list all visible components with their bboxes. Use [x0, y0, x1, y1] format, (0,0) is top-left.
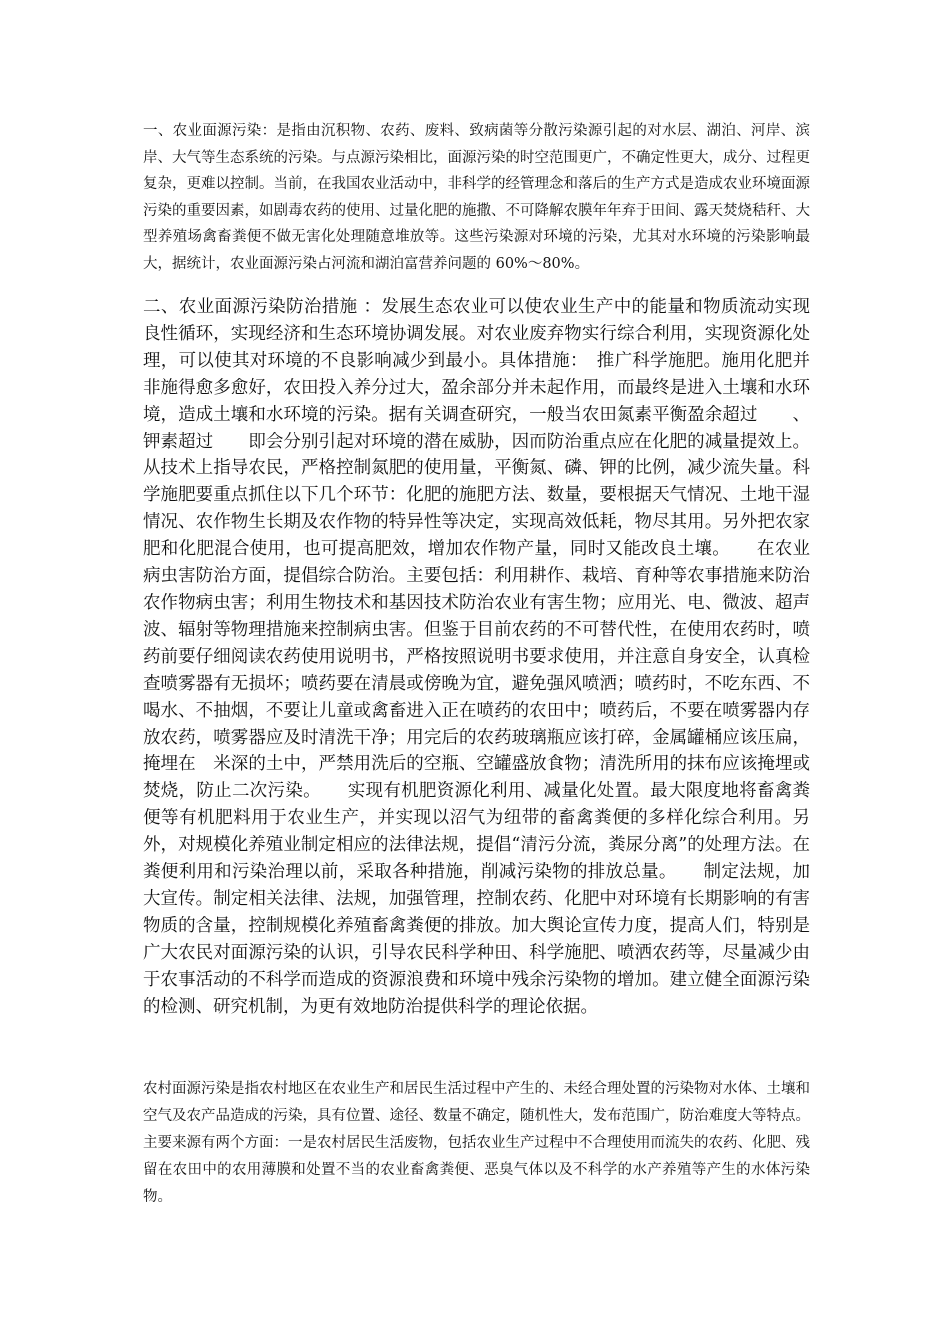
paragraph-rural-nonpoint-pollution: 农村面源污染是指农村地区在农业生产和居民生活过程中产生的、未经合理处置的污染物对水体、土壤和空气及农产品造成的污染，具有位置、途径、数量不确定，随机性大，发布范围广，防治难度大等特点。主要来源有两个方面：一是农村居民生活废物，包括农业生产过程中不合理使用而流失的农药、化肥、残留在农田中的农用薄膜和处置不当的农业畜禽粪便、恶臭气体以及不科学的水产养殖等产生的水体污染物。	[143, 1081, 810, 1205]
paragraph-prevention-measures: 二、农业面源污染防治措施 ：发展生态农业可以使农业生产中的能量和物质流动实现良性循环，实现经济和生态环境协调发展。对农业废弃物实行综合利用，实现资源化处理，可以使其对环境的不良影响减少到最小。具体措施： 推广科学施肥。施用化肥并非施得愈多愈好，农田投入养分过大，盈余部分并未起作用，而最终是进入土壤和水环境，造成土壤和水环境的污染。据有关调查研究，一般当农田氮素平衡盈余超过 、钾素超过 即会分别引起对环境的潜在威胁，因而防治重点应在化肥的减量提效上。从技术上指导农民，严格控制氮肥的使用量，平衡氮、磷、钾的比例，减少流失量。科学施肥要重点抓住以下几个环节：化肥的施肥方法、数量，要根据天气情况、土地干湿情况、农作物生长期及农作物的特异性等决定，实现高效低耗，物尽其用。另外把农家肥和化肥混合使用，也可提高肥效，增加农作物产量，同时又能改良土壤。 在农业病虫害防治方面，提倡综合防治。主要包括：利用耕作、栽培、育种等农事措施来防治农作物病虫害；利用生物技术和基因技术防治农业有害生物；应用光、电、微波、超声波、辐射等物理措施来控制病虫害。但鉴于目前农药的不可替代性，在使用农药时，喷药前要仔细阅读农药使用说明书，严格按照说明书要求使用，并注意自身安全，认真检查喷雾器有无损坏；喷药要在清晨或傍晚为宜，避免强风喷洒；喷药时，不吃东西、不喝水、不抽烟，不要让儿童或禽畜进入正在喷药的农田中；喷药后，不要在喷雾器内存放农药，喷雾器应及时清洗干净；用完后的农药玻璃瓶应该打碎，金属罐桶应该压扁，掩埋在 米深的土中，严禁用洗后的空瓶、空罐盛放食物；清洗所用的抹布应该掩埋或焚烧，防止二次污染。 实现有机肥资源化利用、减量化处置。最大限度地将畜禽粪便等有机肥料用于农业生产，并实现以沼气为纽带的畜禽粪便的多样化综合利用。另外，对规模化养殖业制定相应的法律法规，提倡“清污分流，粪尿分离”的处理方法。在粪便利用和污染治理以前，采取各种措施，削减污染物的排放总量。 制定法规，加大宣传。制定相关法律、法规，加强管理，控制农药、化肥中对环境有长期影响的有害物质的含量，控制规模化养殖畜禽粪便的排放。加大舆论宣传力度，提高人们，特别是广大农民对面源污染的认识，引导农民科学种田、科学施肥、喷洒农药等，尽量减少由于农事活动的不科学而造成的资源浪费和环境中残余污染物的增加。建立健全面源污染的检测、研究机制，为更有效地防治提供科学的理论依据。	[143, 297, 810, 1017]
paragraph-agricultural-nonpoint-pollution-definition: 一、农业面源污染：是指由沉积物、农药、废料、致病菌等分散污染源引起的对水层、湖泊、河岸、滨岸、大气等生态系统的污染。与点源污染相比，面源污染的时空范围更广，不确定性更大，成分、过程更复杂，更难以控制。当前，在我国农业活动中，非科学的经管理念和落后的生产方式是造成农业环境面源污染的重要因素，如剧毒农药的使用、过量化肥的施撒、不可降解农膜年年弃于田间、露天焚烧秸秆、大型养殖场禽畜粪便不做无害化处理随意堆放等。这些污染源对环境的污染，尤其对水环境的污染影响最大，据统计，农业面源污染占河流和湖泊富营养问题的 60%～80%。	[143, 123, 810, 272]
